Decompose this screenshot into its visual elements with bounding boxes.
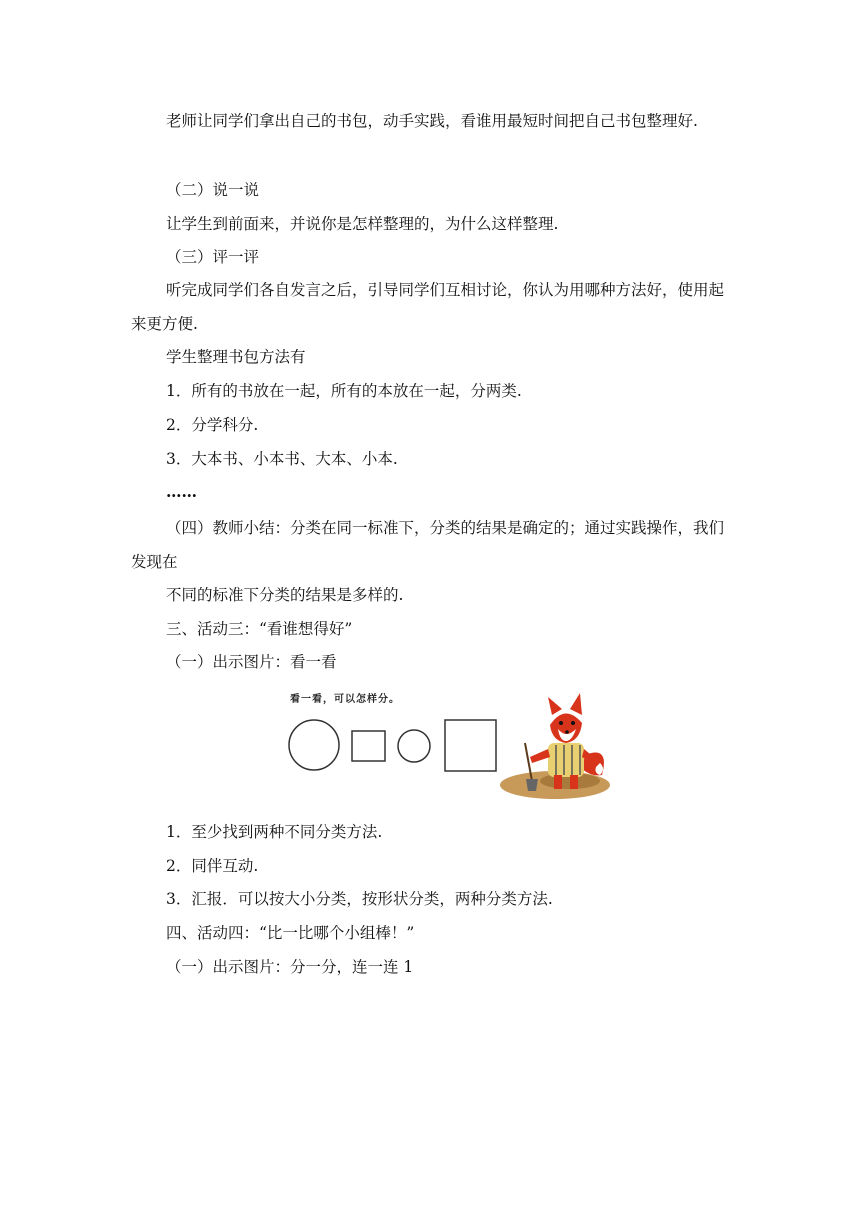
question-1: 1．至少找到两种不同分类方法. (166, 823, 383, 841)
paragraph-methods-intro: 学生整理书包方法有 (166, 348, 306, 366)
section-heading-activity-3: 三、活动三：“看谁想得好” (166, 620, 353, 638)
question-2: 2．同伴互动. (166, 857, 259, 875)
ellipsis: …… (166, 482, 197, 501)
subheading-show-picture-look: （一）出示图片：看一看 (166, 653, 337, 671)
heading-evaluate: （三）评一评 (166, 248, 260, 266)
question-3: 3．汇报．可以按大小分类，按形状分类，两种分类方法. (166, 890, 553, 908)
list-item-3: 3．大本书、小本书、大本、小本. (166, 450, 398, 468)
paragraph-evaluate: 听完成同学们各自发言之后，引导同学们互相讨论，你认为用哪种方法好，使用起来更方便. (131, 281, 725, 333)
paragraph-practice: 老师让同学们拿出自己的书包，动手实践，看谁用最短时间把自己书包整理好. (166, 112, 698, 130)
paragraph-say: 让学生到前面来，并说你是怎样整理的，为什么这样整理. (166, 215, 559, 233)
heading-say: （二）说一说 (166, 181, 260, 199)
list-item-2: 2．分学科分. (166, 416, 259, 434)
paragraph-summary-continued: 不同的标准下分类的结果是多样的. (166, 586, 404, 604)
paragraph-summary: （四）教师小结：分类在同一标准下，分类的结果是确定的；通过实践操作，我们发现在 (131, 519, 725, 571)
large-circle (289, 720, 339, 770)
figure-caption: 看一看，可以怎样分。 (290, 694, 400, 705)
small-circle (398, 730, 430, 762)
list-item-1: 1．所有的书放在一起，所有的本放在一起，分两类. (166, 382, 522, 400)
section-heading-activity-4: 四、活动四：“比一比哪个小组棒！” (166, 924, 415, 942)
shapes-figure (280, 685, 620, 807)
subheading-show-picture-connect: （一）出示图片：分一分，连一连 1 (166, 958, 414, 976)
large-square (445, 720, 496, 771)
small-square (352, 731, 385, 761)
fox-with-shovel-icon (500, 693, 610, 799)
